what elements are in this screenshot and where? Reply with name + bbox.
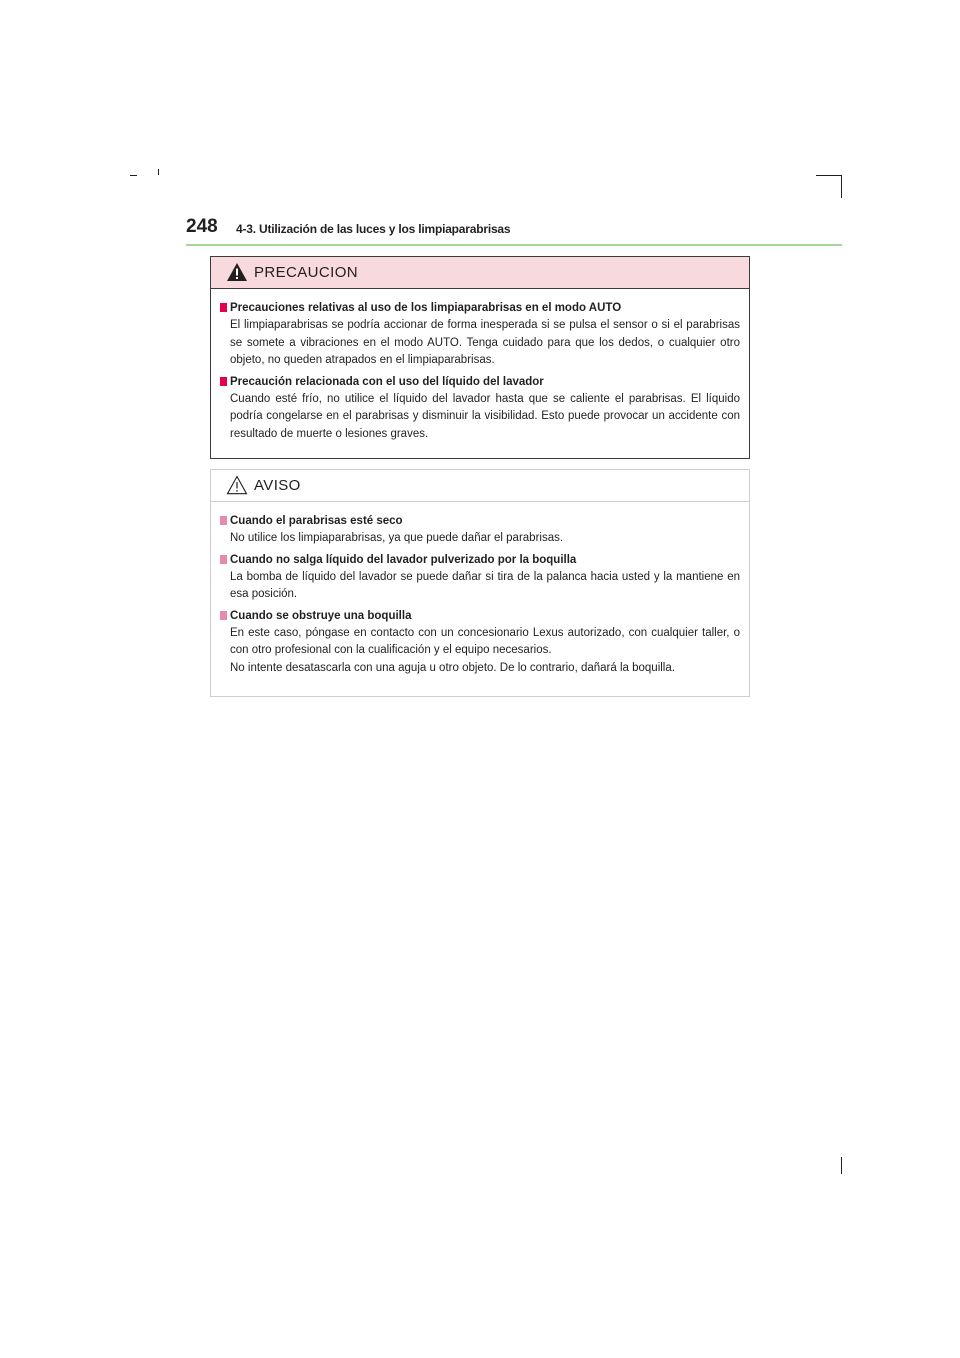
caution-body	[211, 289, 749, 443]
notice-item-heading: Cuando no salga líquido del lavador pulverizado por la boquilla	[219, 551, 740, 569]
notice-item-heading: Cuando se obstruye una boquilla	[219, 607, 740, 625]
warning-triangle-outline-icon	[226, 475, 248, 495]
crop-mark	[841, 175, 842, 198]
caution-title: PRECAUCION	[254, 264, 359, 281]
caution-header	[211, 257, 749, 289]
page-number: 248	[186, 216, 218, 237]
crop-mark	[816, 175, 842, 176]
caution-item-text: Cuando esté frío, no utilice el líquido del lavador hasta que se caliente el parabrisas. El líquido podría congelarse en el parabrisas y disminuir la visibilidad. Esto puede provocar un accidente con resultado de muerte o lesiones graves.	[230, 392, 740, 440]
notice-title: AVISO	[254, 477, 301, 494]
page-header	[186, 216, 842, 246]
header-rule	[186, 244, 842, 246]
notice-item-text: La bomba de líquido del lavador se puede dañar si tira de la palanca hacia usted y la mantiene en esa posición.	[230, 570, 740, 600]
bullet-square	[220, 555, 227, 564]
notice-item-text: En este caso, póngase en contacto con un concesionario Lexus autorizado, con cualquier taller, o con otro profesional con la cualificación y el equipo necesarios. No intente desatascarla con una aguja u otro objeto. De lo contrario, dañará la boquilla.	[230, 626, 740, 674]
bullet-square	[220, 611, 227, 620]
section-title: 4-3. Utilización de las luces y los limpiaparabrisas	[236, 222, 511, 236]
crop-mark	[841, 1157, 842, 1174]
caution-item-heading: Precauciones relativas al uso de los limpiaparabrisas en el modo AUTO	[219, 299, 740, 317]
notice-item-text: No utilice los limpiaparabrisas, ya que puede dañar el parabrisas.	[230, 532, 564, 544]
warning-triangle-filled-icon	[226, 262, 248, 282]
notice-box	[210, 469, 750, 697]
notice-item-heading: Cuando el parabrisas esté seco	[219, 512, 740, 530]
notice-body	[211, 502, 749, 677]
bullet-square	[220, 377, 227, 386]
crop-mark	[130, 175, 137, 176]
caution-item-heading: Precaución relacionada con el uso del líquido del lavador	[219, 373, 740, 391]
caution-box	[210, 256, 750, 459]
bullet-square	[220, 303, 227, 312]
caution-item-text: El limpiaparabrisas se podría accionar de forma inesperada si se pulsa el sensor o si el parabrisas se somete a vibraciones en el modo AUTO. Tenga cuidado para que los dedos, o cualquier otro objeto, no queden atrapados en el limpiaparabrisas.	[230, 319, 740, 366]
notice-header	[211, 470, 749, 502]
bullet-square	[220, 516, 227, 525]
crop-mark	[158, 169, 159, 175]
